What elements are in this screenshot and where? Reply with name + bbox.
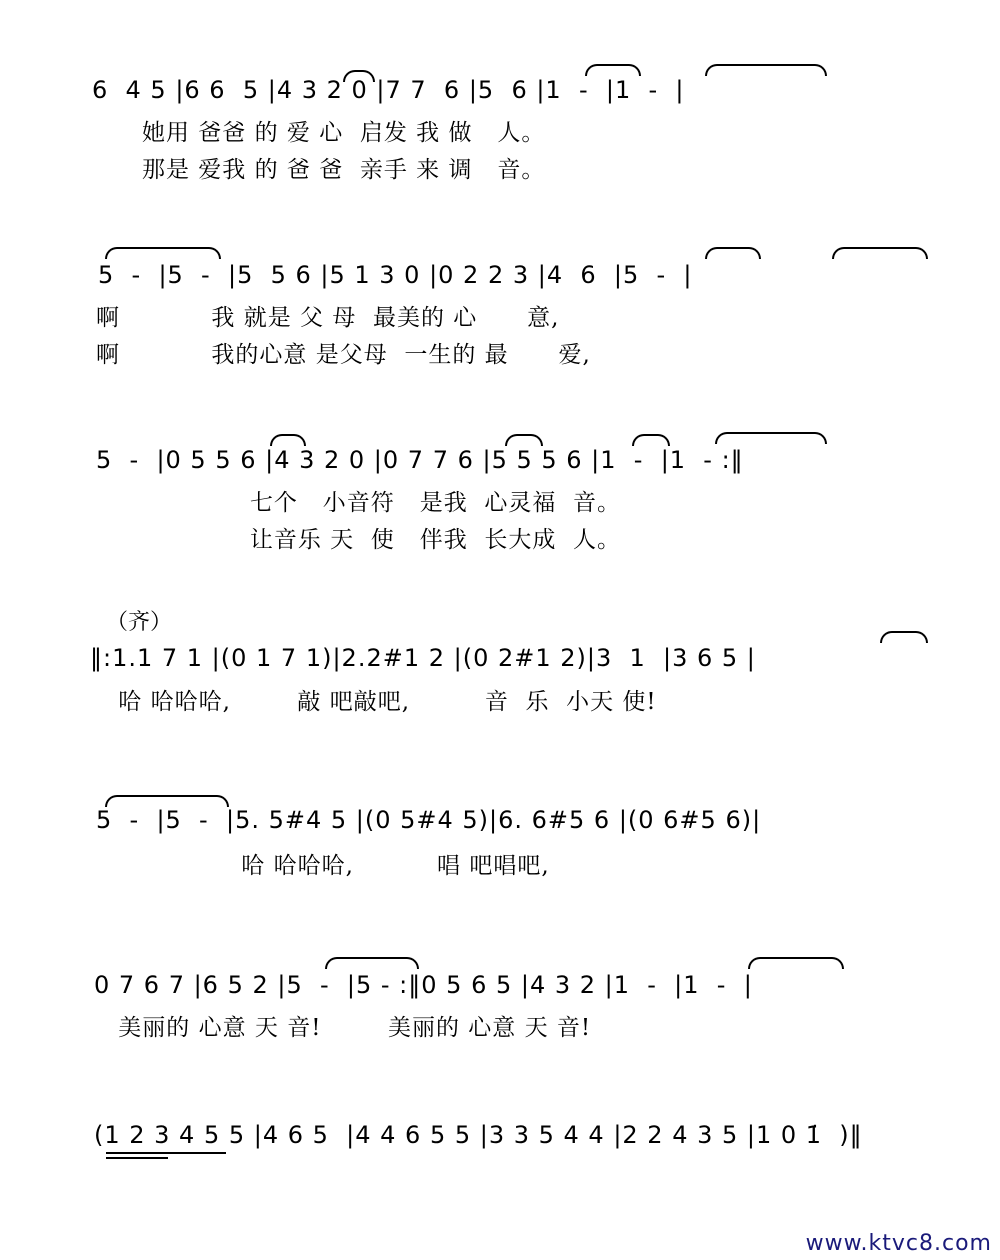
slur bbox=[505, 434, 543, 446]
slur bbox=[632, 434, 670, 446]
lyric-verse-2: 让音乐 天 使 伴我 长大成 人。 bbox=[200, 527, 621, 553]
slur bbox=[705, 64, 827, 76]
slur bbox=[105, 247, 221, 259]
slur bbox=[748, 957, 844, 969]
section-label: （齐） bbox=[106, 610, 173, 635]
site-watermark: www.ktvc8.com bbox=[805, 1231, 992, 1256]
notation-line: 5 - |0 5 5 6 |4 3 2 0 |0 7 7 6 |5 5 5 6 |1 - |1 - :‖ bbox=[96, 446, 744, 474]
lyric-verse-1: 她用 爸爸 的 爱 心 启发 我 做 人。 bbox=[142, 120, 546, 146]
slur bbox=[715, 432, 827, 444]
slur bbox=[880, 631, 928, 643]
underline bbox=[106, 1152, 226, 1154]
notation-line: 6 4 5 |6 6 5 |4 3 2 0 |7 7 6 |5 6 |1 - |1 - | bbox=[92, 76, 685, 104]
lyric-verse-1: 七个 小音符 是我 心灵福 音。 bbox=[200, 490, 621, 516]
slur bbox=[270, 434, 306, 446]
lyric-verse-1: 啊 我 就是 父 母 最美的 心 意, bbox=[96, 305, 560, 331]
slur bbox=[705, 247, 761, 259]
lyric-verse-2: 啊 我的心意 是父母 一生的 最 爱, bbox=[96, 342, 591, 368]
slur bbox=[585, 64, 641, 76]
slur bbox=[325, 957, 419, 969]
lyric-verse-2: 那是 爱我 的 爸 爸 亲手 来 调 音。 bbox=[142, 157, 546, 183]
lyric-verse-1: 哈 哈哈哈, 敲 吧敲吧, 音 乐 小天 使! bbox=[110, 689, 657, 715]
notation-line: 5 - |5 - |5 5 6 |5 1 3 0 |0 2 2 3 |4 6 |5 - | bbox=[98, 261, 693, 289]
notation-line: ‖:1.1 7 1 |(0 1 7 1)|2.2#1 2 |(0 2#1 2)|3 1 |3 6 5 | bbox=[90, 644, 756, 672]
slur bbox=[105, 795, 229, 807]
notation-line: (1 2 3 4 5 5 |4 6 5 |4 4 6 5 5 |3 3 5 4 4 |2 2 4 3 5 |1 0 1̇ )‖ bbox=[94, 1121, 863, 1149]
lyric-verse-1: 美丽的 心意 天 音! 美丽的 心意 天 音! bbox=[110, 1015, 592, 1041]
underline bbox=[106, 1157, 168, 1159]
slur bbox=[832, 247, 928, 259]
lyric-verse-1: 哈 哈哈哈, 唱 吧唱吧, bbox=[100, 853, 550, 879]
notation-line: 0 7 6 7 |6 5 2 |5 - |5 - :‖0 5 6 5 |4 3 2 |1 - |1 - | bbox=[94, 971, 753, 999]
slur bbox=[343, 70, 375, 82]
notation-line: 5 - |5 - |5. 5#4 5 |(0 5#4 5)|6. 6#5 6 |(0 6#5 6)| bbox=[96, 806, 762, 834]
